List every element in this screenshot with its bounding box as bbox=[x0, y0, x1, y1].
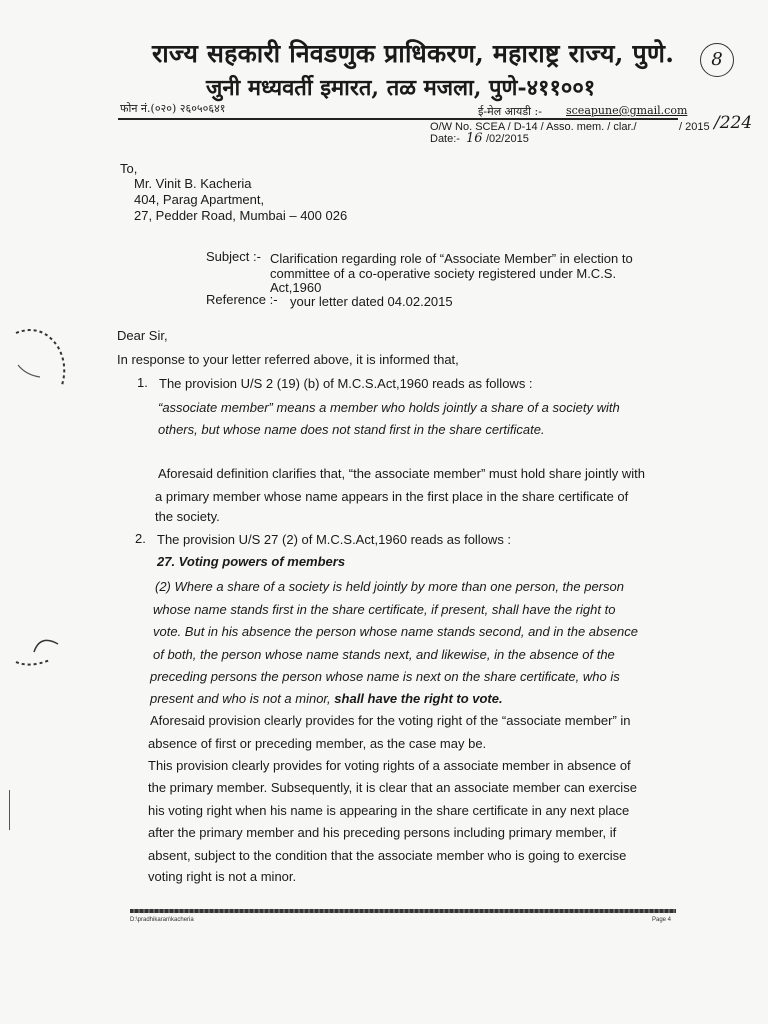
point-2-quote-line6-start: present and who is not a minor, bbox=[150, 691, 331, 706]
salutation: Dear Sir, bbox=[117, 328, 168, 343]
binding-hole-mark-top bbox=[12, 325, 72, 395]
date-label: Date:- bbox=[430, 133, 460, 145]
point-2-comment-line2: absence of first or preceding member, as the case may be. bbox=[148, 736, 487, 751]
point-1-comment-line3: the society. bbox=[155, 509, 220, 524]
date-rest: /02/2015 bbox=[486, 133, 529, 145]
point-1-heading: The provision U/S 2 (19) (b) of M.C.S.Act,1960 reads as follows : bbox=[159, 376, 533, 391]
page-number-circle: 8 bbox=[700, 43, 734, 77]
footer-rule bbox=[130, 909, 676, 913]
point-2-quote-line1: (2) Where a share of a society is held jointly by more than one person, the person bbox=[155, 579, 624, 594]
letterhead-email: sceapune@gmail.com bbox=[566, 104, 688, 117]
conclusion-line1: This provision clearly provides for voting rights of a associate member in absence of bbox=[148, 758, 631, 773]
intro-text: In response to your letter referred above, it is informed that, bbox=[117, 352, 459, 367]
point-2-title: 27. Voting powers of members bbox=[157, 554, 346, 569]
address-to: To, bbox=[120, 161, 138, 176]
point-1-quote-line2: others, but whose name does not stand first in the share certificate. bbox=[158, 422, 545, 437]
letterhead-phone: फोन नं.(०२०) २६०५०६४१ bbox=[120, 102, 226, 115]
outward-year: / 2015 bbox=[679, 121, 710, 133]
point-2-number: 2. bbox=[135, 531, 146, 546]
address-line2: 27, Pedder Road, Mumbai – 400 026 bbox=[134, 208, 348, 223]
subject-line3: Act,1960 bbox=[270, 280, 322, 295]
point-2-quote-line3: vote. But in his absence the person whose name stands second, and in the absence bbox=[153, 624, 638, 639]
letterhead-rule bbox=[118, 118, 678, 120]
footer-file-path: D:\pradhikaran\kacheria bbox=[130, 917, 194, 923]
letterhead-title: राज्य सहकारी निवडणुक प्राधिकरण, महाराष्ट्र राज्य, पुणे. bbox=[152, 39, 675, 68]
reference-label: Reference :- bbox=[206, 292, 278, 307]
conclusion-line3: his voting right when his name is appearing in the share certificate in any next place bbox=[148, 803, 630, 818]
conclusion-line4: after the primary member and his preceding persons including primary member, if bbox=[148, 825, 617, 840]
address-name: Mr. Vinit B. Kacheria bbox=[134, 176, 252, 191]
reference-text: your letter dated 04.02.2015 bbox=[290, 294, 453, 309]
point-2-comment-line1: Aforesaid provision clearly provides for the voting right of the “associate member” in bbox=[150, 713, 631, 728]
conclusion-line6: voting right is not a minor. bbox=[148, 869, 297, 884]
subject-label: Subject :- bbox=[206, 249, 261, 264]
conclusion-line2: the primary member. Subsequently, it is clear that an associate member can exercise bbox=[148, 780, 637, 795]
letterhead-address: जुनी मध्यवर्ती इमारत, तळ मजला, पुणे-४११००१ bbox=[206, 75, 596, 101]
subject-line2: committee of a co-operative society registered under M.C.S. bbox=[270, 266, 617, 281]
margin-scan-line bbox=[9, 790, 10, 830]
point-2-heading: The provision U/S 27 (2) of M.C.S.Act,1960 reads as follows : bbox=[157, 532, 512, 547]
outward-number: O/W No. SCEA / D-14 / Asso. mem. / clar./ bbox=[430, 121, 637, 133]
date-day-handwritten: 16 bbox=[466, 131, 483, 146]
point-1-quote-line1: “associate member” means a member who holds jointly a share of a society with bbox=[158, 400, 620, 415]
footer-page-number: Page 4 bbox=[652, 917, 672, 923]
point-1-number: 1. bbox=[137, 375, 148, 390]
point-2-quote-line4: of both, the person whose name stands next, and likewise, in the absence of the bbox=[153, 647, 615, 662]
conclusion-line5: absent, subject to the condition that the associate member who is going to exercise bbox=[148, 848, 627, 863]
point-1-comment-line2: a primary member whose name appears in the first place in the share certificate of bbox=[155, 489, 629, 504]
address-line1: 404, Parag Apartment, bbox=[134, 192, 265, 207]
point-2-quote-line6 bbox=[150, 688, 503, 710]
subject-line1: Clarification regarding role of “Associate Member” in election to bbox=[270, 251, 633, 266]
point-2-quote-line2: whose name stands first in the share certificate, if present, shall have the right to bbox=[153, 602, 616, 617]
letterhead-email-label: ई-मेल आयडी :- bbox=[478, 105, 542, 118]
point-1-comment-line1: Aforesaid definition clarifies that, “the associate member” must hold share jointly with bbox=[158, 466, 645, 481]
outward-handwritten-number: /224 bbox=[714, 113, 753, 133]
point-2-quote-line5: preceding persons the person whose name is next on the share certificate, who is bbox=[150, 669, 620, 684]
binding-hole-mark-bottom bbox=[14, 632, 70, 682]
point-2-quote-line6-bold: shall have the right to vote. bbox=[334, 691, 503, 706]
